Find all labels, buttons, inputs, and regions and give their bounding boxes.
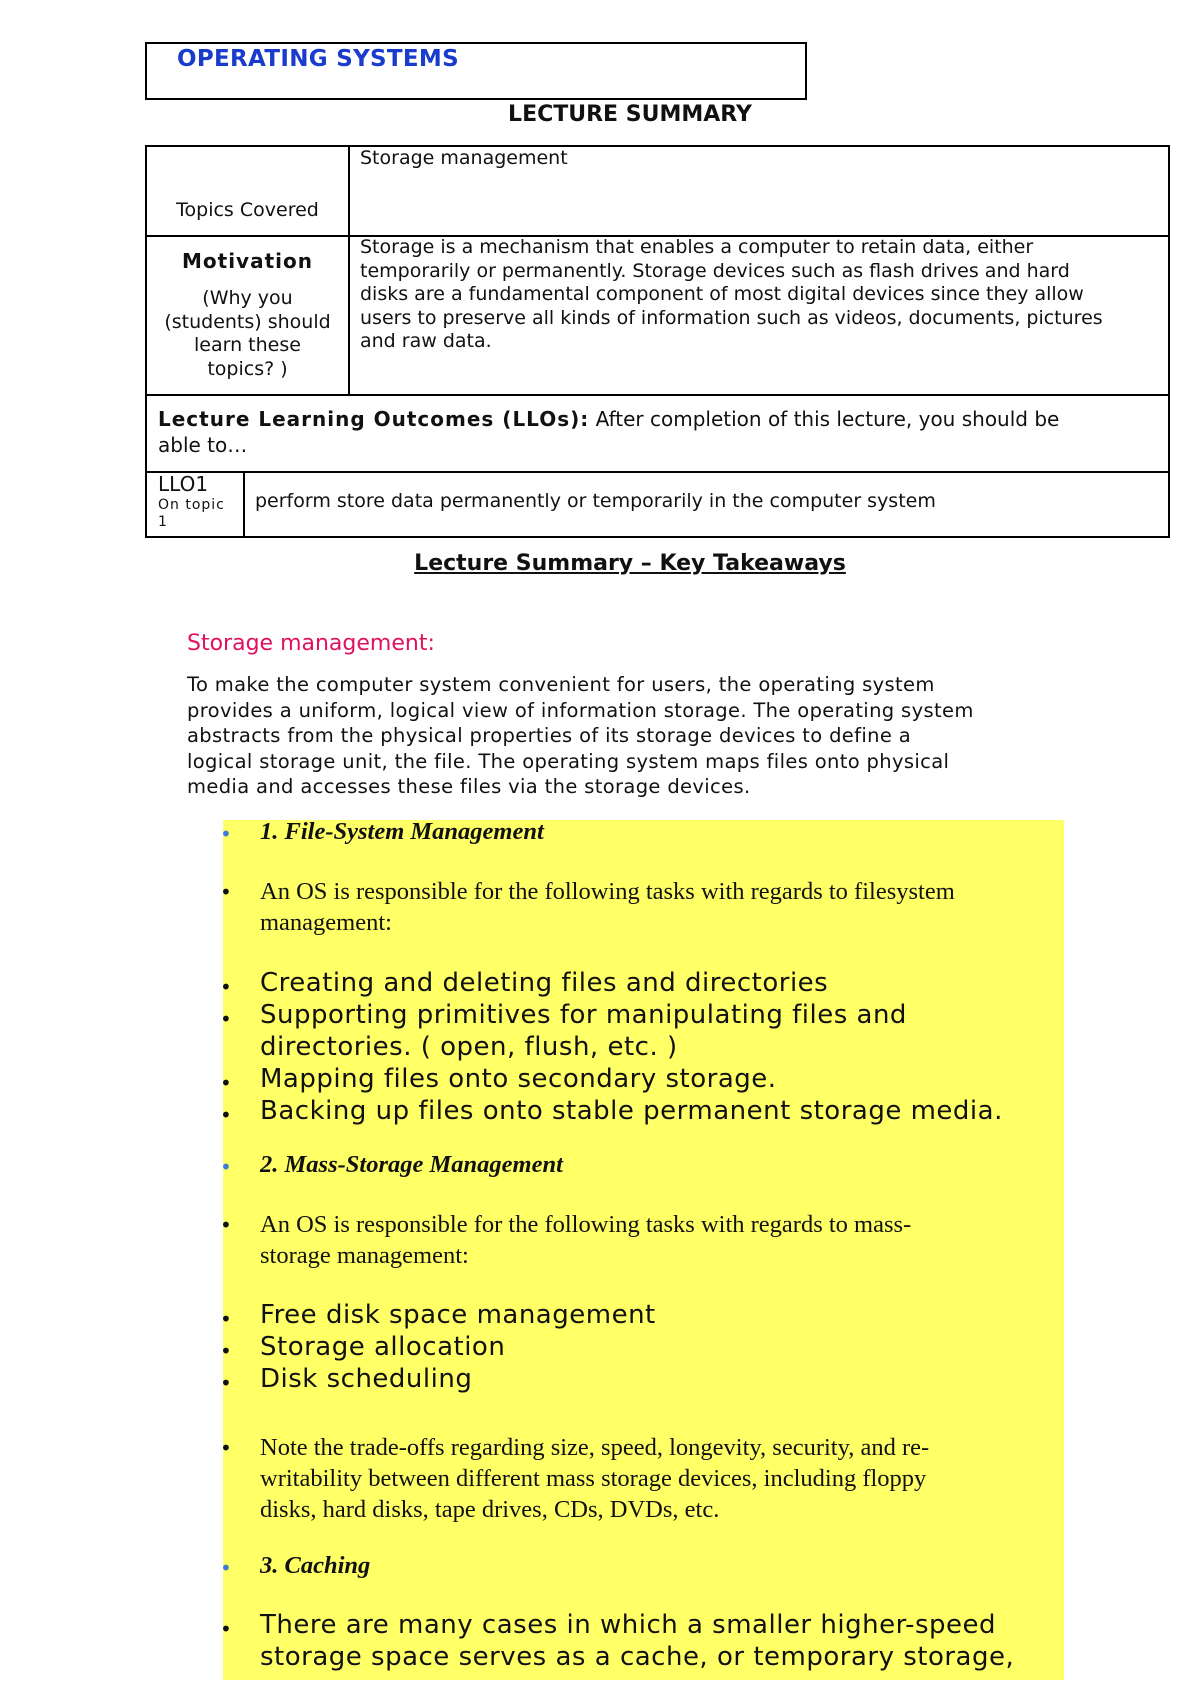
- llo1-text: perform store data permanently or temporarily in the computer system: [255, 490, 936, 512]
- motivation-sublabel-line: topics? ): [207, 357, 288, 380]
- bullet-icon: •: [220, 1556, 232, 1580]
- motivation-sublabel-line: (students) should: [164, 310, 331, 333]
- s2-task: Storage allocation: [260, 1332, 506, 1362]
- llo1-topic-line: 1: [158, 514, 168, 530]
- motivation-text-line: temporarily or permanently. Storage devices such as flash drives and hard: [360, 259, 1070, 282]
- motivation-text-line: disks are a fundamental component of most digital devices since they allow: [360, 283, 1084, 305]
- takeaways-heading: Lecture Summary – Key Takeaways: [414, 551, 846, 576]
- intro-line: provides a uniform, logical view of information storage. The operating system: [187, 698, 974, 722]
- bullet-icon: •: [220, 1103, 232, 1127]
- motivation-label: Motivation: [182, 249, 313, 273]
- motivation-text-line: users to preserve all kinds of information such as videos, documents, pictures: [360, 306, 1103, 329]
- s2-intro: [260, 1209, 1060, 1271]
- s2-task: Free disk space management: [260, 1300, 656, 1330]
- llo-heading-bold: Lecture Learning Outcomes (LLOs):: [158, 407, 590, 431]
- table-divider: [243, 471, 245, 538]
- motivation-sublabel: [147, 287, 348, 381]
- intro-line: abstracts from the physical properties of its storage devices to define a: [187, 724, 912, 747]
- s3-text-line: There are many cases in which a smaller higher-speed: [260, 1610, 997, 1640]
- s2-note-line: writability between different mass storage devices, including floppy: [260, 1465, 927, 1492]
- course-title-box: [145, 42, 807, 100]
- intro-line: To make the computer system convenient for users, the operating system: [187, 673, 935, 696]
- motivation-text: [360, 236, 1103, 354]
- table-divider: [348, 147, 350, 394]
- motivation-text-line: Storage is a mechanism that enables a computer to retain data, either: [360, 236, 1034, 258]
- llo-heading-text: able to…: [158, 433, 248, 457]
- topics-label: Topics Covered: [176, 199, 319, 221]
- s1-task: Backing up files onto stable permanent storage media.: [260, 1096, 1003, 1126]
- table-divider: [147, 394, 1168, 396]
- llo1-topic: [158, 497, 225, 531]
- llo-heading: [158, 406, 1059, 458]
- s3-text-line: storage space serves as a cache, or temporary storage,: [260, 1642, 1015, 1672]
- s1-task: directories. ( open, flush, etc. ): [260, 1032, 678, 1062]
- bullet-icon: •: [220, 822, 232, 846]
- s1-task: Mapping files onto secondary storage.: [260, 1064, 777, 1094]
- section-title: Storage management:: [187, 631, 435, 656]
- intro-line: media and accesses these files via the storage devices.: [187, 775, 751, 798]
- summary-table: [145, 145, 1170, 538]
- llo1-topic-line: On topic: [158, 497, 225, 513]
- s1-intro-line: An OS is responsible for the following tasks with regards to filesystem: [260, 878, 955, 905]
- bullet-icon: •: [220, 880, 232, 904]
- intro-line: logical storage unit, the file. The operating system maps files onto physical: [187, 749, 950, 773]
- s2-note: [260, 1432, 1060, 1525]
- table-divider: [147, 471, 1168, 473]
- topics-value: Storage management: [360, 147, 568, 169]
- bullet-icon: •: [220, 1436, 232, 1460]
- s1-task: Creating and deleting files and directories: [260, 968, 829, 998]
- course-title: OPERATING SYSTEMS: [177, 46, 459, 72]
- llo-heading-text: After completion of this lecture, you should be: [589, 407, 1060, 431]
- intro-paragraph: [187, 672, 1087, 800]
- motivation-text-line: and raw data.: [360, 330, 492, 352]
- s2-note-line: Note the trade-offs regarding size, speed, longevity, security, and re-: [260, 1434, 930, 1461]
- bullet-icon: •: [220, 1155, 232, 1179]
- bullet-icon: •: [220, 1617, 232, 1641]
- bullet-icon: •: [220, 1071, 232, 1095]
- bullet-icon: •: [220, 975, 232, 999]
- bullet-icon: •: [220, 1007, 232, 1031]
- llo1-id: LLO1: [158, 472, 209, 496]
- s2-task: Disk scheduling: [260, 1364, 473, 1394]
- s2-intro-line: storage management:: [260, 1242, 469, 1269]
- document-title: LECTURE SUMMARY: [508, 102, 752, 127]
- s3-title: 3. Caching: [260, 1552, 371, 1579]
- bullet-icon: •: [220, 1213, 232, 1237]
- s2-intro-line: An OS is responsible for the following tasks with regards to mass-: [260, 1211, 912, 1238]
- bullet-icon: •: [220, 1307, 232, 1331]
- s2-title: 2. Mass-Storage Management: [260, 1151, 563, 1178]
- s2-note-line: disks, hard disks, tape drives, CDs, DVDs, etc.: [260, 1496, 720, 1523]
- s1-intro: [260, 876, 1060, 938]
- bullet-icon: •: [220, 1371, 232, 1395]
- motivation-sublabel-line: learn these: [194, 334, 301, 356]
- s1-task: Supporting primitives for manipulating files and: [260, 1000, 907, 1030]
- motivation-sublabel-line: (Why you: [202, 287, 293, 309]
- s1-title: 1. File-System Management: [260, 818, 544, 845]
- s1-intro-line: management:: [260, 909, 392, 936]
- bullet-icon: •: [220, 1339, 232, 1363]
